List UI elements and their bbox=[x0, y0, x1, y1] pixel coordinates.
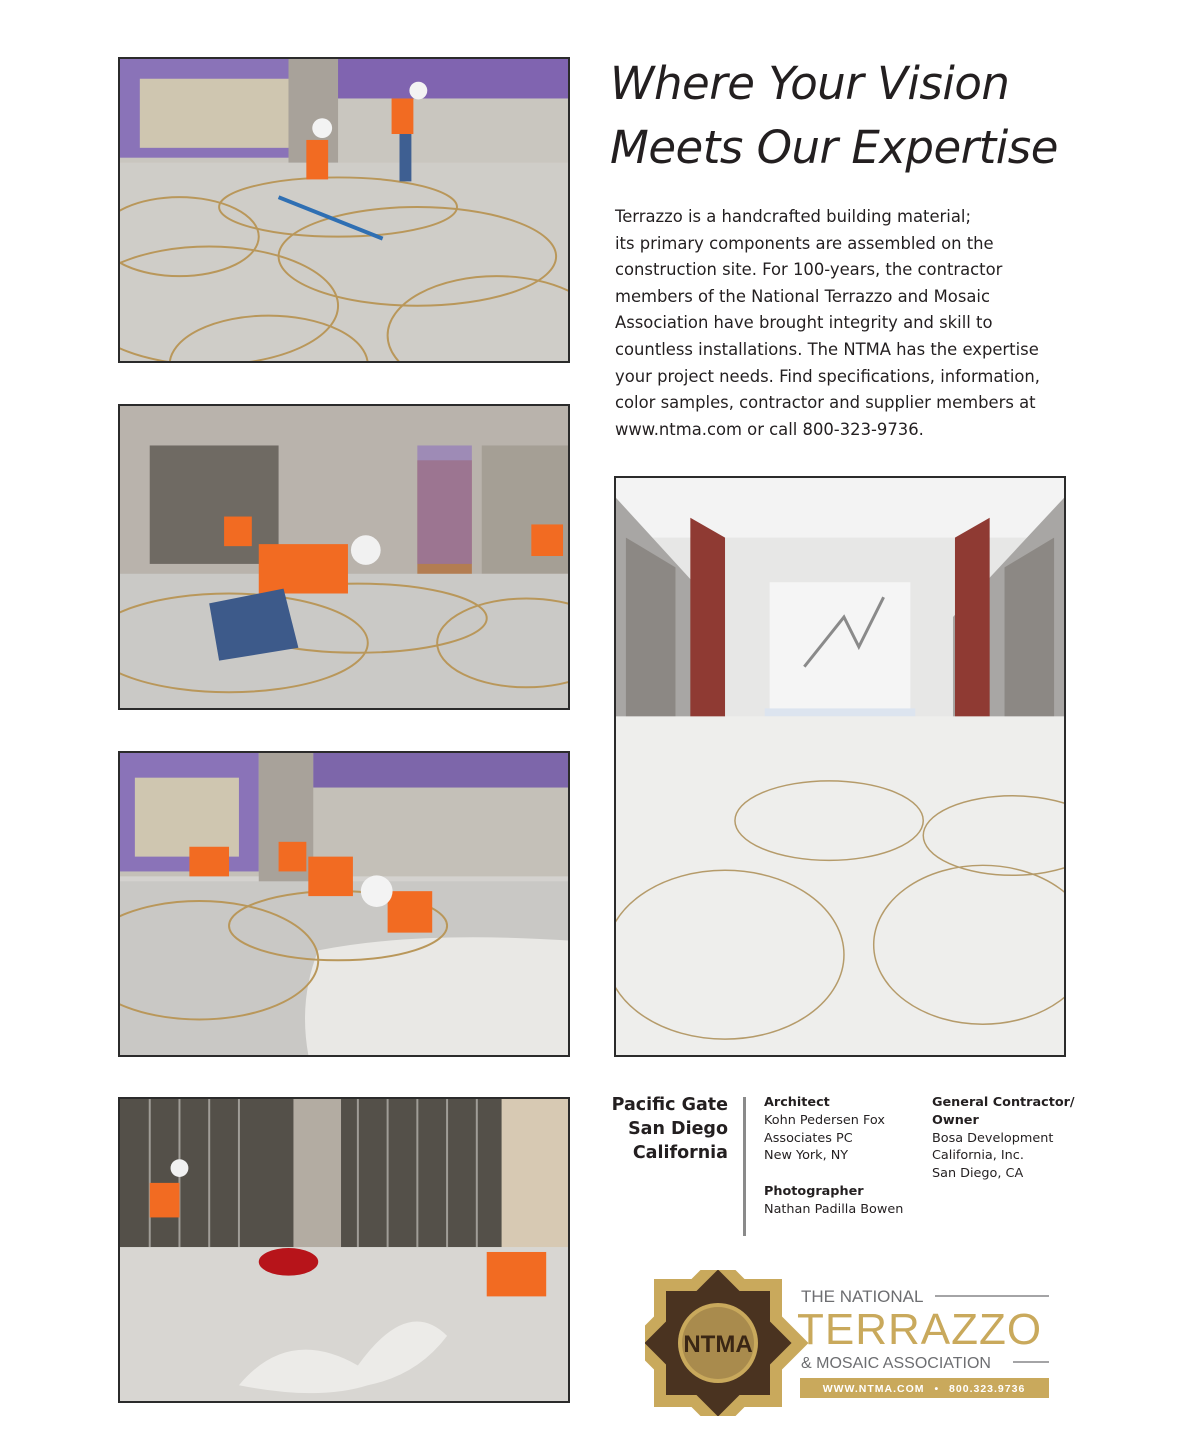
credit-general-contractor bbox=[932, 1094, 1075, 1183]
photo-strip-layout bbox=[118, 57, 570, 363]
credit-role: Owner bbox=[932, 1112, 979, 1128]
body-line: Terrazzo is a handcrafted building material; bbox=[615, 207, 971, 226]
credit-role: Architect bbox=[764, 1095, 830, 1110]
credit-architect bbox=[764, 1094, 885, 1165]
credit-line: San Diego, CA bbox=[932, 1166, 1024, 1182]
body-line: countless installations. The NTMA has the expertise bbox=[615, 339, 1039, 359]
body-line: its primary components are assembled on the bbox=[615, 233, 994, 253]
body-line: Association have brought integrity and skill to bbox=[615, 313, 993, 333]
project-location bbox=[600, 1093, 728, 1165]
photo-grinding bbox=[118, 1097, 570, 1403]
body-line: www.ntma.com or call 800-323-9736. bbox=[615, 419, 924, 439]
body-copy bbox=[615, 204, 1065, 443]
ntma-emblem-icon bbox=[645, 1270, 809, 1416]
photo-pouring-mix bbox=[118, 751, 570, 1057]
logo-contact bbox=[823, 1383, 1026, 1395]
project-state: California bbox=[632, 1143, 728, 1163]
photo-finished-lobby bbox=[614, 476, 1066, 1057]
ntma-emblem-text: NTMA bbox=[683, 1331, 753, 1358]
credits-divider bbox=[743, 1097, 746, 1236]
logo-line-2: TERRAZZO bbox=[797, 1305, 1043, 1354]
credit-role: General Contractor/ bbox=[932, 1095, 1075, 1110]
body-line: your project needs. Find specifications, information, bbox=[615, 366, 1041, 386]
logo-contact-separator: • bbox=[934, 1383, 940, 1395]
logo-contact-phone: 800.323.9736 bbox=[949, 1383, 1026, 1395]
headline bbox=[610, 52, 1090, 180]
logo-line-3: & MOSAIC ASSOCIATION bbox=[801, 1355, 991, 1372]
credit-photographer bbox=[764, 1183, 903, 1219]
credit-line: Nathan Padilla Bowen bbox=[764, 1201, 904, 1217]
project-city: San Diego bbox=[628, 1119, 728, 1139]
logo-line-1: THE NATIONAL bbox=[801, 1287, 924, 1306]
credit-line: Bosa Development bbox=[932, 1130, 1054, 1146]
body-line: color samples, contractor and supplier members at bbox=[615, 393, 1036, 413]
photo-worker-kneeling bbox=[118, 404, 570, 710]
logo-contact-web: WWW.NTMA.COM bbox=[822, 1383, 925, 1395]
credit-line: California, Inc. bbox=[932, 1148, 1024, 1164]
ntma-logo bbox=[645, 1270, 1055, 1416]
credit-line: Kohn Pedersen Fox bbox=[764, 1112, 885, 1128]
credit-role: Photographer bbox=[764, 1184, 864, 1199]
project-name: Pacific Gate bbox=[611, 1095, 728, 1115]
body-line: construction site. For 100-years, the contractor bbox=[615, 260, 1003, 280]
body-line: members of the National Terrazzo and Mosaic bbox=[615, 286, 990, 306]
headline-line-1: Where Your Vision bbox=[610, 57, 1010, 110]
credit-line: Associates PC bbox=[764, 1130, 853, 1146]
headline-line-2: Meets Our Expertise bbox=[610, 121, 1058, 174]
credit-line: New York, NY bbox=[764, 1148, 849, 1164]
